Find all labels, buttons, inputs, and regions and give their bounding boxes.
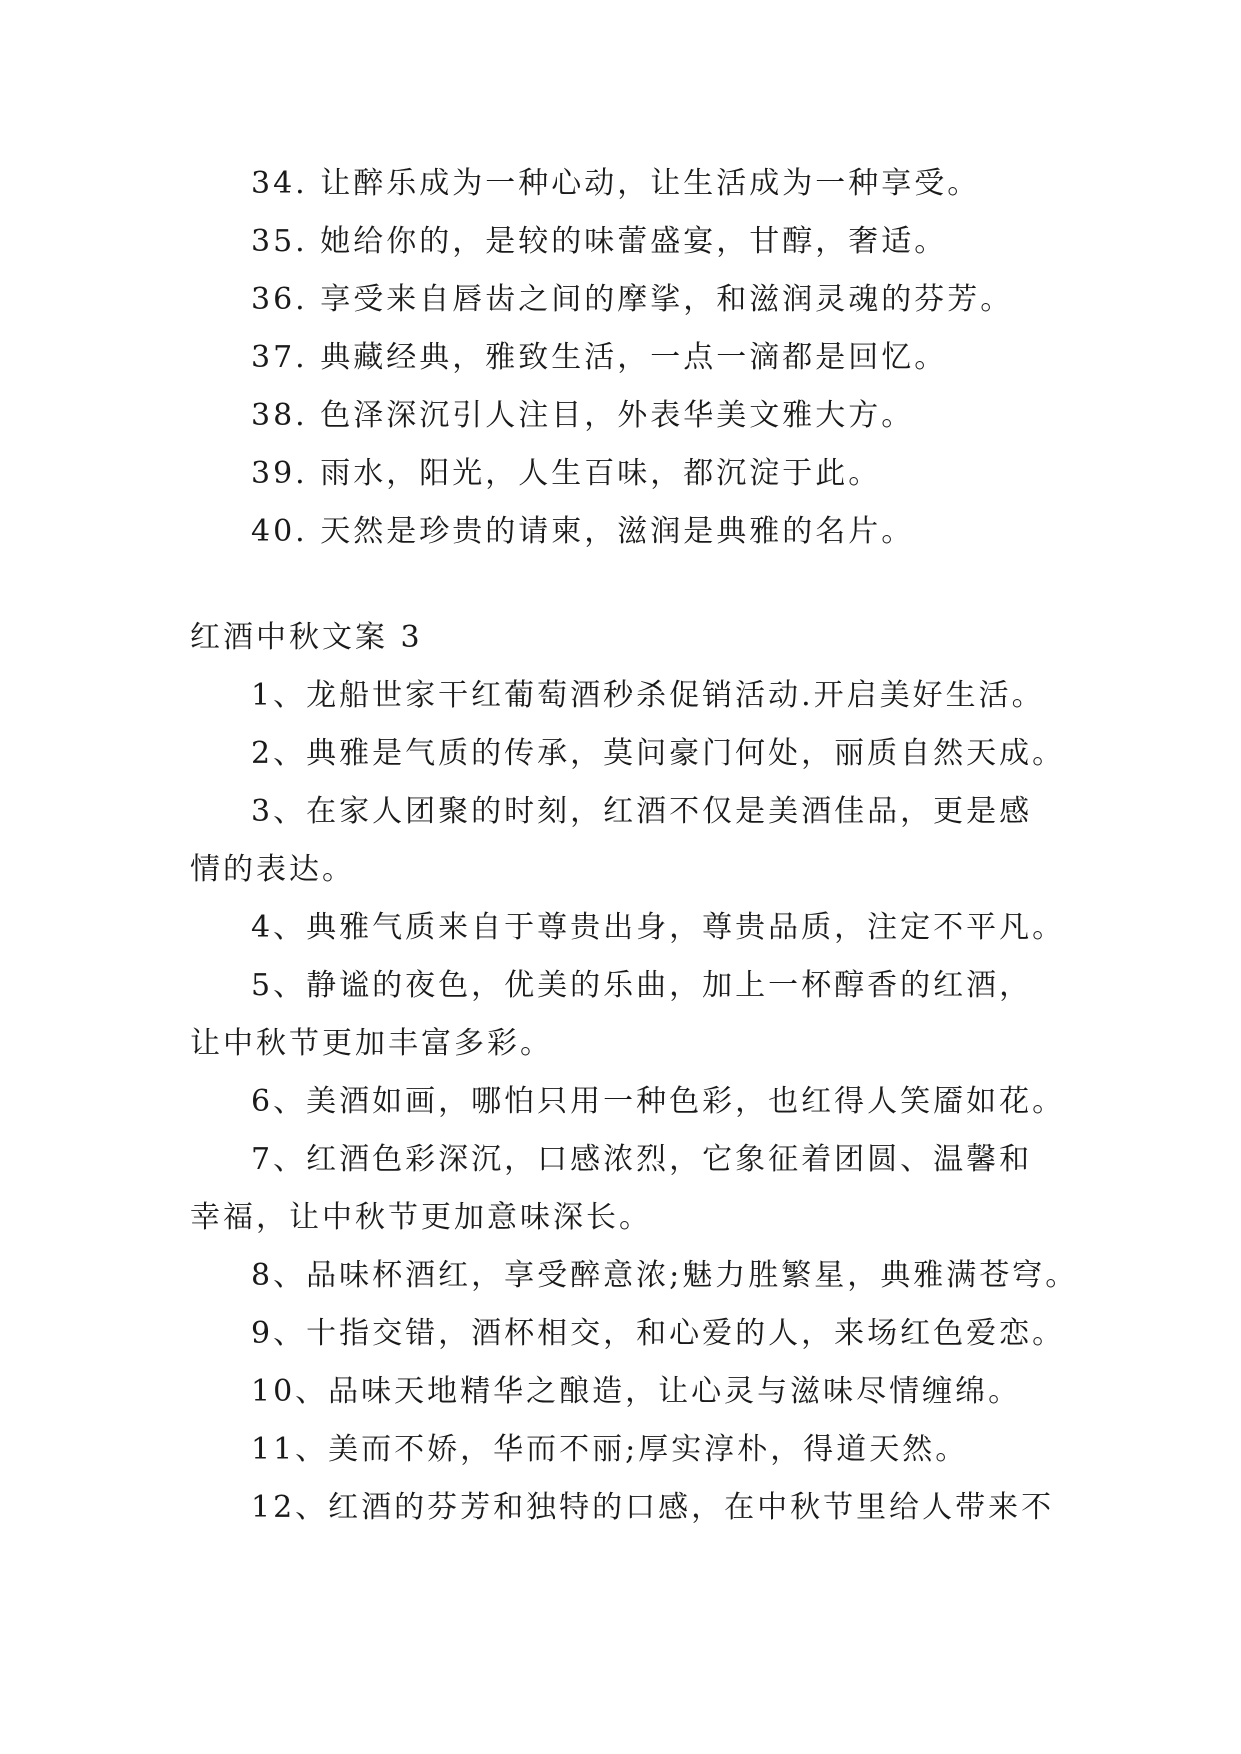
section-item-5-cont: 让中秋节更加丰富多彩。 (190, 1026, 553, 1061)
list-item-39: 39. 雨水，阳光，人生百味，都沉淀于此。 (251, 456, 882, 491)
section-item-6: 6、美酒如画，哪怕只用一种色彩，也红得人笑靥如花。 (251, 1084, 1066, 1119)
list-item-37: 37. 典藏经典，雅致生活，一点一滴都是回忆。 (251, 340, 948, 375)
list-item-35: 35. 她给你的，是较的味蕾盛宴，甘醇，奢适。 (251, 224, 948, 259)
section-item-3: 3、在家人团聚的时刻，红酒不仅是美酒佳品，更是感 (251, 794, 1033, 829)
section-item-3-cont: 情的表达。 (190, 852, 355, 887)
section-item-5: 5、静谧的夜色，优美的乐曲，加上一杯醇香的红酒， (251, 968, 1033, 1003)
section-item-7: 7、红酒色彩深沉，口感浓烈，它象征着团圆、温馨和 (251, 1142, 1033, 1177)
list-item-38: 38. 色泽深沉引人注目，外表华美文雅大方。 (251, 398, 915, 433)
section-spacer (190, 561, 1070, 609)
section-item-1: 1、龙船世家干红葡萄酒秒杀促销活动.开启美好生活。 (251, 678, 1045, 713)
section-item-10: 10、品味天地精华之酿造，让心灵与滋味尽情缠绵。 (251, 1374, 1022, 1409)
document-body (190, 155, 1079, 1537)
section-item-9: 9、十指交错，酒杯相交，和心爱的人，来场红色爱恋。 (251, 1316, 1066, 1351)
section-item-12: 12、红酒的芬芳和独特的口感，在中秋节里给人带来不 (251, 1490, 1055, 1525)
section-title: 红酒中秋文案 3 (190, 620, 423, 655)
list-item-34: 34. 让醉乐成为一种心动，让生活成为一种享受。 (251, 166, 981, 201)
section-item-7-cont: 幸福，让中秋节更加意味深长。 (190, 1200, 652, 1235)
list-item-36: 36. 享受来自唇齿之间的摩挲，和滋润灵魂的芬芳。 (251, 282, 1014, 317)
section-item-11: 11、美而不娇，华而不丽;厚实淳朴，得道天然。 (251, 1432, 969, 1467)
section-item-2: 2、典雅是气质的传承，莫问豪门何处，丽质自然天成。 (251, 736, 1066, 771)
section-item-8: 8、品味杯酒红，享受醉意浓;魅力胜繁星，典雅满苍穹。 (251, 1258, 1079, 1293)
list-item-40: 40. 天然是珍贵的请柬，滋润是典雅的名片。 (251, 514, 915, 549)
section-item-4: 4、典雅气质来自于尊贵出身，尊贵品质，注定不平凡。 (251, 910, 1066, 945)
